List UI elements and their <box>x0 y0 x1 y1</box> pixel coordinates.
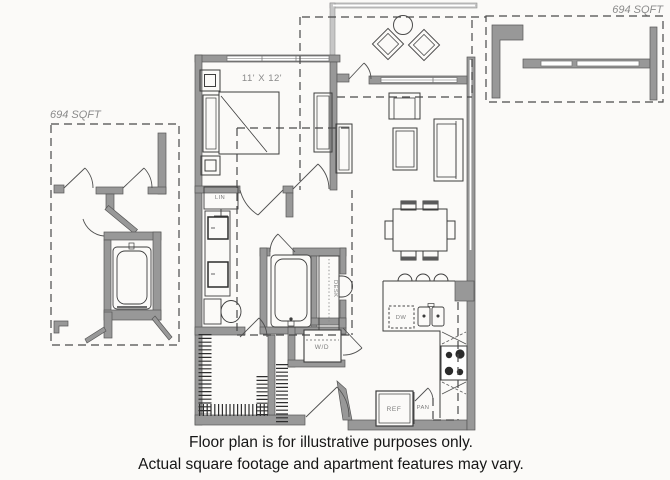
linen-label: LIN <box>214 195 226 201</box>
patio-table <box>394 16 413 35</box>
balcony-walls <box>330 3 477 59</box>
left-unit-door <box>64 168 93 188</box>
nightstand <box>201 156 220 175</box>
sofa <box>434 119 463 181</box>
left-unit-bathtub <box>113 243 151 309</box>
disclaimer <box>138 434 524 473</box>
balcony-furniture <box>372 16 439 61</box>
coffee-table <box>393 128 417 170</box>
right-wall-window <box>470 60 472 250</box>
right-unit-window <box>541 61 639 66</box>
vanity <box>205 211 230 296</box>
washer-dryer-label: W/D <box>314 344 330 351</box>
desk-label: DESK <box>332 280 338 298</box>
walls <box>54 25 657 430</box>
toilet <box>204 299 241 324</box>
hall-door <box>240 190 283 215</box>
stove <box>441 332 467 394</box>
bar-stool <box>434 274 448 281</box>
nightstand <box>200 70 220 91</box>
bedroom-door <box>293 164 329 189</box>
left-unit-door <box>123 168 152 188</box>
left-unit-door-arc <box>83 219 104 236</box>
patio-chair <box>408 29 439 60</box>
pantry-door <box>415 388 433 401</box>
dining-set <box>385 201 455 260</box>
demising-lines <box>51 16 663 420</box>
disclaimer-line-1: Floor plan is for illustrative purposes only. <box>188 434 474 451</box>
bar-stool <box>398 274 412 281</box>
dresser <box>314 93 332 152</box>
bathtub <box>271 255 311 327</box>
balcony-door <box>349 63 371 79</box>
dishwasher-label: DW <box>395 315 407 321</box>
kitchen-sink <box>418 304 444 327</box>
left-unit-sqft-label: 694 SQFT <box>50 109 101 121</box>
bar-stool <box>416 274 430 281</box>
bed <box>203 92 279 154</box>
bedroom-window <box>227 56 329 61</box>
refrigerator-label: REF <box>386 406 402 413</box>
disclaimer-line-2: Actual square footage and apartment features may vary. <box>138 456 524 473</box>
living-room-window <box>381 78 457 83</box>
bathroom-door <box>270 234 295 252</box>
bedroom-dimensions-label: 11' X 12' <box>241 73 283 84</box>
right-unit-sqft-label: 694 SQFT <box>612 4 663 16</box>
pantry-label: PAN <box>416 405 430 411</box>
tv-console <box>336 124 352 173</box>
